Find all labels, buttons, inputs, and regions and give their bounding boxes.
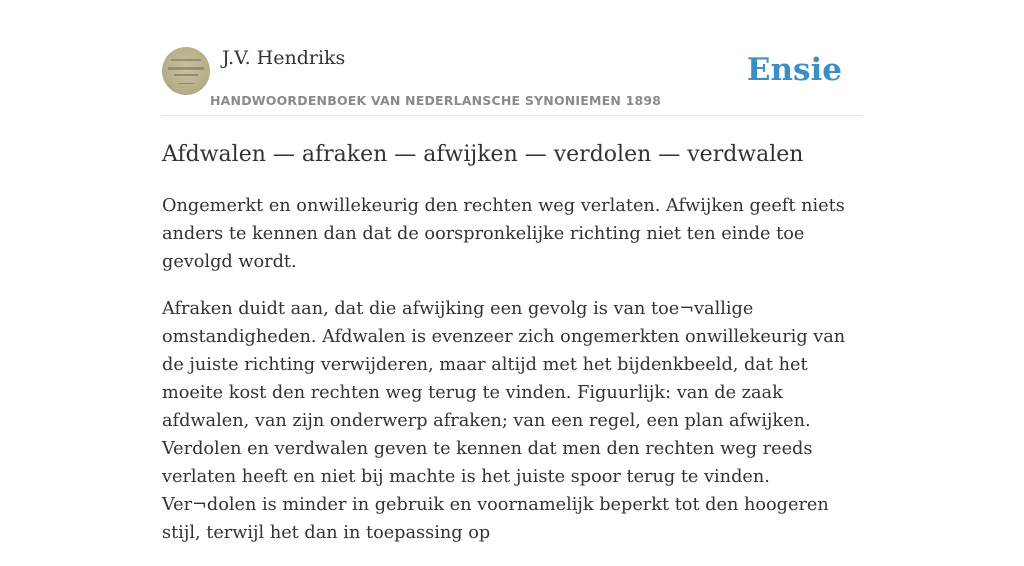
entry-body	[162, 192, 862, 566]
content-container	[162, 0, 862, 543]
ensie-logo[interactable]: Ensie	[746, 52, 842, 88]
avatar-text-line	[168, 67, 204, 70]
book-cover-avatar[interactable]	[162, 47, 210, 95]
entry-header	[162, 0, 862, 116]
author-link[interactable]: J.V. Hendriks	[222, 47, 346, 69]
entry-title: Afdwalen — afraken — afwijken — verdolen — verdwalen	[162, 142, 804, 167]
source-link[interactable]: HANDWOORDENBOEK VAN NEDERLANSCHE SYNONIEMEN 1898	[210, 93, 662, 108]
avatar-text-line	[178, 83, 194, 84]
avatar-text-line	[171, 59, 201, 61]
entry-paragraph: Afraken duidt aan, dat die afwijking een gevolg is van toe¬vallige omstandigheden. Afdwalen is evenzeer zich ongemerkten onwillekeurig van de juiste richting verwijderen, maar altijd met het bijdenkbeeld, dat het moeite kost den rechten weg terug te vinden. Figuurlijk: van de zaak afdwalen, van zijn onderwerp afraken; van een regel, een plan afwijken. Verdolen en verdwalen geven te kennen dat men den rechten weg reeds verlaten heeft en niet bij machte is het juiste spoor terug te vinden. Ver¬dolen is minder in gebruik en voornamelijk beperkt tot den hoogeren stijl, terwijl het dan in toepassing op	[162, 299, 846, 543]
avatar-text-line	[174, 74, 198, 76]
entry-paragraph: Ongemerkt en onwillekeurig den rechten weg verlaten. Afwijken geeft niets anders te kennen dan dat de oorspronkelijke richting niet ten einde toe gevolgd wordt.	[162, 196, 845, 272]
